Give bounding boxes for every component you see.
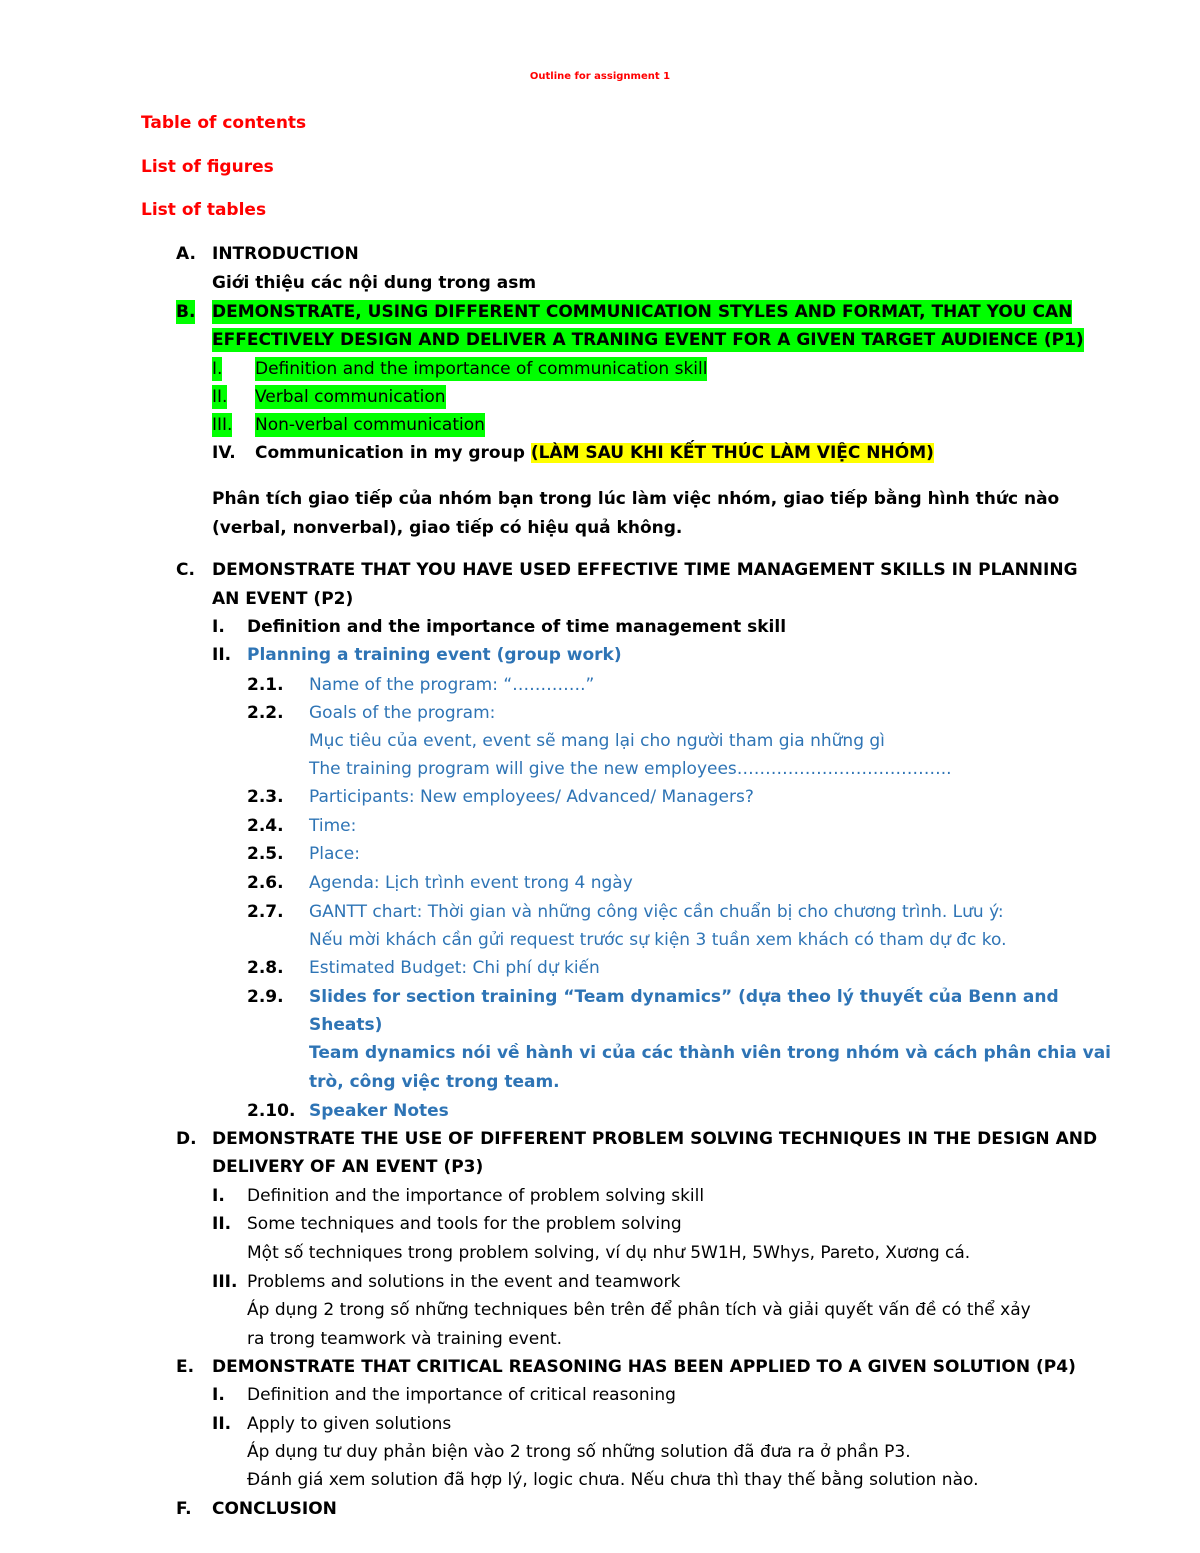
section-b-item-1-marker: I.: [212, 359, 223, 379]
section-e-heading: DEMONSTRATE THAT CRITICAL REASONING HAS BEEN APPLIED TO A GIVEN SOLUTION (P4): [212, 1357, 1076, 1377]
section-b-item-4-highlight: (LÀM SAU KHI KẾT THÚC LÀM VIỆC NHÓM): [530, 443, 934, 463]
section-c-marker: C.: [176, 560, 195, 580]
subitem-2-4-marker: 2.4.: [247, 816, 284, 836]
section-c-item-1: Definition and the importance of time management skill: [247, 617, 787, 637]
section-b-item-3-marker: III.: [212, 415, 233, 435]
document-title: Outline for assignment 1: [529, 71, 671, 82]
section-c-item-2-marker: II.: [212, 645, 232, 665]
section-b-item-1: Definition and the importance of communication skill: [255, 359, 708, 379]
subitem-2-6: Agenda: Lịch trình event trong 4 ngày: [309, 873, 633, 893]
section-e-item-2-marker: II.: [212, 1414, 232, 1434]
subitem-2-3-marker: 2.3.: [247, 787, 284, 807]
subitem-2-7-marker: 2.7.: [247, 902, 284, 922]
subitem-2-8-marker: 2.8.: [247, 958, 284, 978]
subitem-2-10-marker: 2.10.: [247, 1101, 296, 1121]
section-c-heading-line-2: AN EVENT (P2): [212, 589, 354, 609]
subitem-2-7-detail: Nếu mời khách cần gửi request trước sự kiện 3 tuần xem khách có tham dự đc ko.: [309, 930, 1007, 950]
section-f-heading: CONCLUSION: [212, 1499, 337, 1519]
section-a-note: Giới thiệu các nội dung trong asm: [212, 273, 537, 293]
section-c-heading-line-1: DEMONSTRATE THAT YOU HAVE USED EFFECTIVE TIME MANAGEMENT SKILLS IN PLANNING: [212, 560, 1078, 580]
subitem-2-9-marker: 2.9.: [247, 987, 284, 1007]
subitem-2-8: Estimated Budget: Chi phí dự kiến: [309, 958, 600, 978]
section-e-item-2-detail-1: Áp dụng tư duy phản biện vào 2 trong số những solution đã đưa ra ở phần P3.: [247, 1442, 911, 1462]
section-d-item-1: Definition and the importance of problem solving skill: [247, 1186, 705, 1206]
subitem-2-9-detail-2: trò, công việc trong team.: [309, 1072, 560, 1092]
section-e-item-1-marker: I.: [212, 1385, 225, 1405]
toc-heading: Table of contents: [141, 113, 307, 133]
section-b-item-3: Non-verbal communication: [255, 415, 485, 435]
section-c-item-2: Planning a training event (group work): [247, 645, 622, 665]
section-b-item-4: [255, 441, 934, 465]
subitem-2-5: Place:: [309, 844, 360, 864]
section-f-marker: F.: [176, 1499, 192, 1519]
subitem-2-2-marker: 2.2.: [247, 703, 284, 723]
subitem-2-3: Participants: New employees/ Advanced/ Managers?: [309, 787, 754, 807]
section-d-item-3-detail-2: ra trong teamwork và training event.: [247, 1329, 563, 1349]
section-b-item-2: Verbal communication: [255, 387, 446, 407]
list-of-tables-heading: List of tables: [141, 200, 267, 220]
section-d-heading-line-1: DEMONSTRATE THE USE OF DIFFERENT PROBLEM SOLVING TECHNIQUES IN THE DESIGN AND: [212, 1129, 1098, 1149]
subitem-2-2-detail-2: The training program will give the new employees………………………………..: [309, 759, 952, 779]
section-b-item-4-marker: IV.: [212, 443, 236, 463]
section-b-note-line-2: (verbal, nonverbal), giao tiếp có hiệu quả không.: [212, 518, 683, 538]
section-e-item-1: Definition and the importance of critical reasoning: [247, 1385, 676, 1405]
section-d-marker: D.: [176, 1129, 197, 1149]
list-of-figures-heading: List of figures: [141, 157, 274, 177]
section-b-item-4-text: Communication in my group: [255, 443, 531, 463]
section-b-item-2-marker: II.: [212, 387, 228, 407]
subitem-2-9-continued: Sheats): [309, 1015, 383, 1035]
section-b-heading-line-2: EFFECTIVELY DESIGN AND DELIVER A TRANING EVENT FOR A GIVEN TARGET AUDIENCE (P1): [212, 330, 1084, 350]
subitem-2-6-marker: 2.6.: [247, 873, 284, 893]
section-d-item-2-marker: II.: [212, 1214, 232, 1234]
section-d-item-3-marker: III.: [212, 1272, 238, 1292]
subitem-2-2-detail-1: Mục tiêu của event, event sẽ mang lại cho người tham gia những gì: [309, 731, 885, 751]
section-e-marker: E.: [176, 1357, 195, 1377]
subitem-2-1-marker: 2.1.: [247, 675, 284, 695]
subitem-2-7: GANTT chart: Thời gian và những công việc cần chuẩn bị cho chương trình. Lưu ý:: [309, 902, 1004, 922]
subitem-2-9-detail-1: Team dynamics nói về hành vi của các thành viên trong nhóm và cách phân chia vai: [309, 1043, 1111, 1063]
section-d-item-2-detail: Một số techniques trong problem solving, ví dụ như 5W1H, 5Whys, Pareto, Xương cá.: [247, 1243, 971, 1263]
subitem-2-1: Name of the program: “………….”: [309, 675, 595, 695]
section-a-heading: INTRODUCTION: [212, 244, 359, 264]
subitem-2-9: Slides for section training “Team dynamics” (dựa theo lý thuyết của Benn and: [309, 987, 1059, 1007]
subitem-2-4: Time:: [309, 816, 357, 836]
subitem-2-2: Goals of the program:: [309, 703, 496, 723]
section-e-item-2: Apply to given solutions: [247, 1414, 452, 1434]
section-b-marker: B.: [176, 302, 196, 322]
section-c-item-1-marker: I.: [212, 617, 225, 637]
section-a-marker: A.: [176, 244, 196, 264]
section-b-note-line-1: Phân tích giao tiếp của nhóm bạn trong lúc làm việc nhóm, giao tiếp bằng hình thức nào: [212, 489, 1060, 509]
section-e-item-2-detail-2: Đánh giá xem solution đã hợp lý, logic chưa. Nếu chưa thì thay thế bằng solution nào.: [247, 1470, 979, 1490]
section-b-heading-line-1: DEMONSTRATE, USING DIFFERENT COMMUNICATION STYLES AND FORMAT, THAT YOU CAN: [212, 302, 1073, 322]
subitem-2-5-marker: 2.5.: [247, 844, 284, 864]
section-d-item-2: Some techniques and tools for the problem solving: [247, 1214, 682, 1234]
section-d-item-3: Problems and solutions in the event and teamwork: [247, 1272, 681, 1292]
section-d-item-3-detail-1: Áp dụng 2 trong số những techniques bên trên để phân tích và giải quyết vấn đề có thể xảy: [247, 1300, 1031, 1320]
section-d-heading-line-2: DELIVERY OF AN EVENT (P3): [212, 1157, 484, 1177]
section-d-item-1-marker: I.: [212, 1186, 225, 1206]
subitem-2-10: Speaker Notes: [309, 1101, 449, 1121]
